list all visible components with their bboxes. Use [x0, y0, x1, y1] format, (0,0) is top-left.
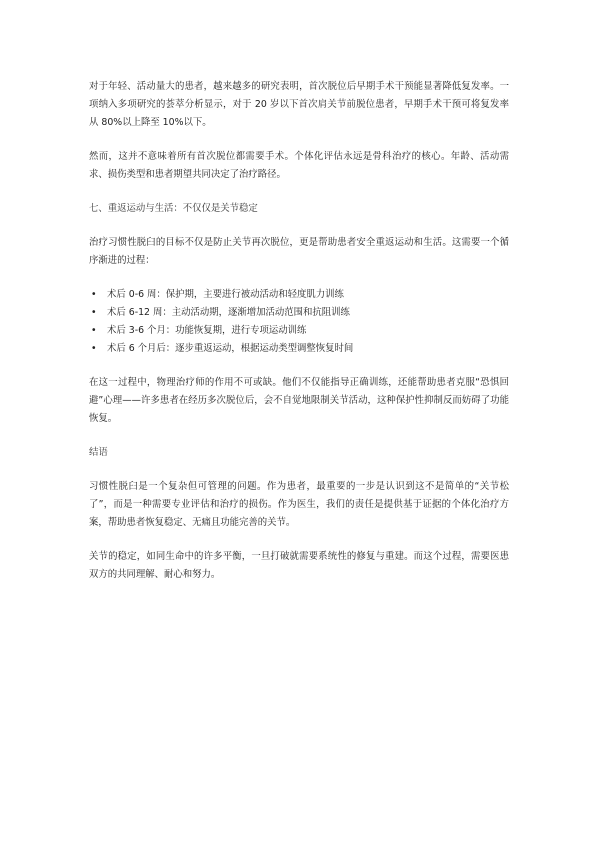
- list-item: [89, 304, 509, 322]
- list-item-text: 术后 3-6 个月：功能恢复期，进行专项运动训练: [107, 325, 307, 336]
- paragraph-conclusion-1: 习惯性脱臼是一个复杂但可管理的问题。作为患者，最重要的一步是认识到这不是简单的“关节松了”，而是一种需要专业评估和治疗的损伤。作为医生，我们的责任是提供基于证据的个体化治疗方案，帮助患者恢复稳定、无痛且功能完善的关节。: [89, 481, 509, 528]
- paragraph-individual-assessment: 然而，这并不意味着所有首次脱位都需要手术。个体化评估永远是骨科治疗的核心。年龄、活动需求、损伤类型和患者期望共同决定了治疗路径。: [89, 151, 509, 180]
- bullet-icon: •: [91, 343, 97, 354]
- paragraph-early-surgery: 对于年轻、活动量大的患者，越来越多的研究表明，首次脱位后早期手术干预能显著降低复发率。一项纳入多项研究的荟萃分析显示，对于 20 岁以下首次肩关节前脱位患者，早期手术干预可将复发率从 80%以上降至 10%以下。: [89, 81, 509, 128]
- rehab-timeline-list: [89, 286, 509, 358]
- list-item-text: 术后 6-12 周：主动活动期，逐渐增加活动范围和抗阻训练: [107, 307, 350, 318]
- list-item: [89, 286, 509, 304]
- list-item-text: 术后 6 个月后：逐步重返运动，根据运动类型调整恢复时间: [107, 343, 354, 354]
- list-item: [89, 340, 509, 358]
- paragraph-rehab-intro: 治疗习惯性脱臼的目标不仅是防止关节再次脱位，更是帮助患者安全重返运动和生活。这需要一个循序渐进的过程：: [89, 237, 509, 266]
- bullet-icon: •: [91, 289, 97, 300]
- bullet-icon: •: [91, 307, 97, 318]
- list-item-text: 术后 0-6 周：保护期，主要进行被动活动和轻度肌力训练: [107, 289, 344, 300]
- paragraph-conclusion-2: 关节的稳定，如同生命中的许多平衡，一旦打破就需要系统性的修复与重建。而这个过程，需要医患双方的共同理解、耐心和努力。: [89, 551, 509, 580]
- list-item: [89, 322, 509, 340]
- bullet-icon: •: [91, 325, 97, 336]
- section-heading-return-to-sport: 七、重返运动与生活：不仅仅是关节稳定: [89, 203, 258, 214]
- document-page: [89, 78, 509, 600]
- paragraph-physiotherapist-role: 在这一过程中，物理治疗师的作用不可或缺。他们不仅能指导正确训练，还能帮助患者克服“恐惧回避”心理——许多患者在经历多次脱位后，会不自觉地限制关节活动，这种保护性抑制反而妨碍了功能恢复。: [89, 377, 509, 424]
- section-heading-conclusion: 结语: [89, 447, 108, 458]
